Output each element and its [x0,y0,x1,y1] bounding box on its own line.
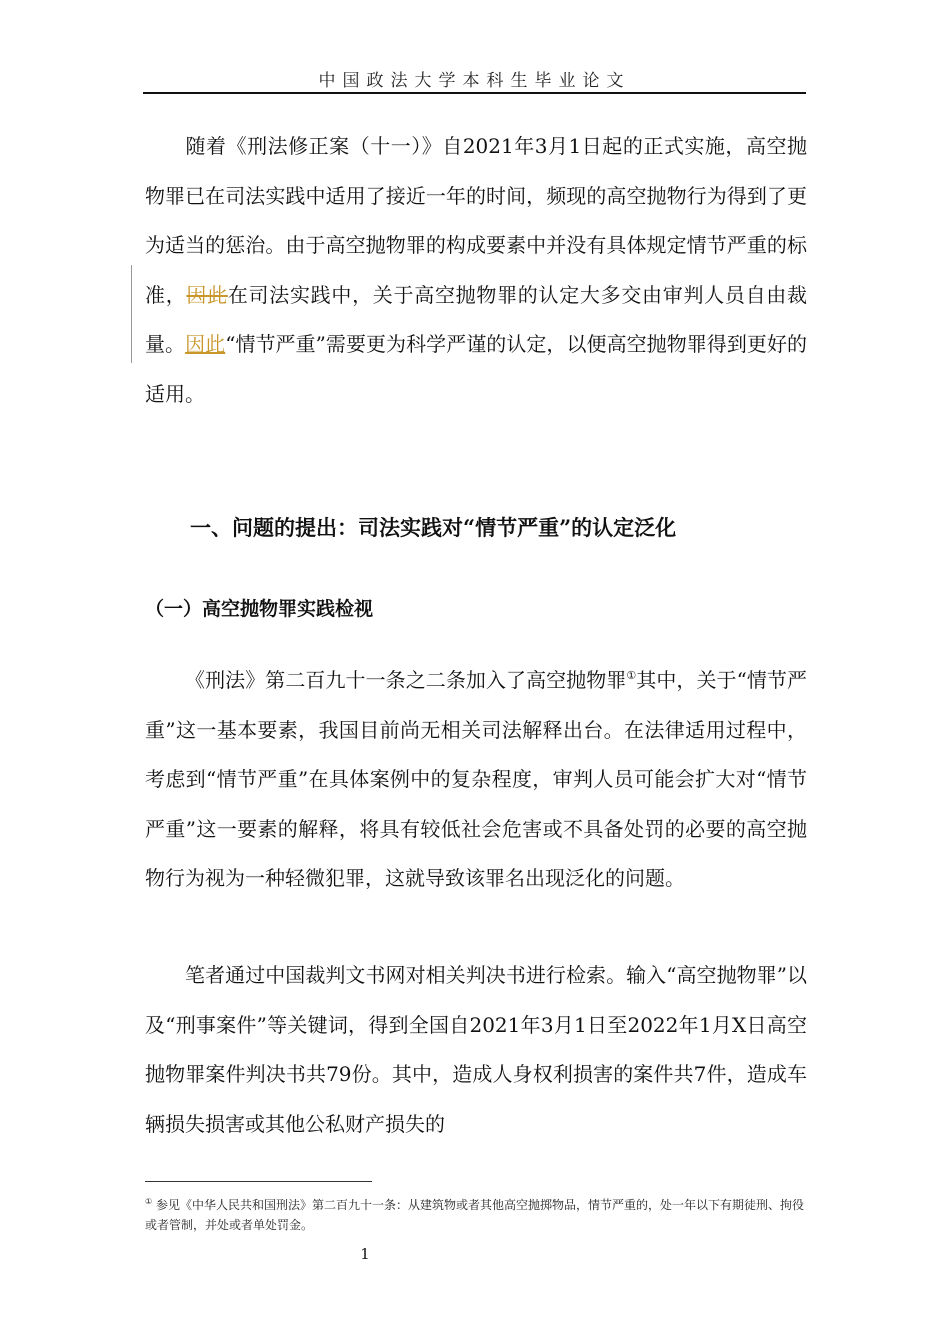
page-number: 1 [360,1245,370,1263]
header-rule [143,92,806,94]
body-paragraph-2 [145,651,807,904]
para2-text-after: 其中，关于“情节严重”这一基本要素，我国目前尚无相关司法解释出台。在法律适用过程中， 考虑到“情节严重”在具体案例中的复杂程度，审判人员可能会扩大对“情节严重”这一要素的解释，将具有较低社会危害或不具备处罚的必要的高空抛物行为视为一种轻微犯罪，这就导致该罪名出现泛化的问题。 [145,668,807,890]
revision-change-bar [131,265,132,363]
para2-text-before: 《刑法》第二百九十一条之二条加入了高空抛物罪 [185,668,627,692]
body-paragraph-3 [145,951,807,1149]
section-heading: 一、问题的提出：司法实践对“情节严重”的认定泛化 [190,515,677,540]
inserted-revision[interactable]: 因此 [185,332,226,356]
intro-text-after: “情节严重”需要更为科学严谨的认定，以便高空抛物罪得到更好的适用。 [145,332,807,406]
footnote-reference[interactable]: ① [626,669,637,682]
footnote-mark: ① [145,1197,153,1206]
footnote-rule [145,1181,372,1182]
intro-paragraph [145,122,807,419]
footnote [145,1192,807,1235]
intro-text-before: 随着《刑法修正案（十一）》自2021年3月1日起的正式实施，高空抛物罪已在司法实践中适用了接近一年的时间，频现的高空抛物行为得到了更为适当的惩治。由于高空抛物罪的构成要素中并没有具体规定情节严重的标准， [145,134,807,307]
para3-text: 笔者通过中国裁判文书网对相关判决书进行检索。输入“高空抛物罪”以及“刑事案件”等关键词，得到全国自2021年3月1日至2022年1月X日高空抛物罪案件判决书共79份。其中，造成人身权利损害的案件共7件，造成车辆损失损害或其他公私财产损失的 [145,963,807,1136]
page-header: 中国政法大学本科生毕业论文 [318,71,631,91]
subsection-heading: （一）高空抛物罪实践检视 [145,598,374,620]
intro-text-middle: 在司法实践中，关于高空抛物罪的认定大多交由审判人员自由裁量。 [145,282,808,356]
footnote-text: 参见《中华人民共和国刑法》第二百九十一条：从建筑物或者其他高空抛掷物品，情节严重的，处一年以下有期徒刑、拘役或者管制，并处或者单处罚金。 [145,1198,805,1232]
deleted-revision[interactable]: 因此 [186,282,228,307]
